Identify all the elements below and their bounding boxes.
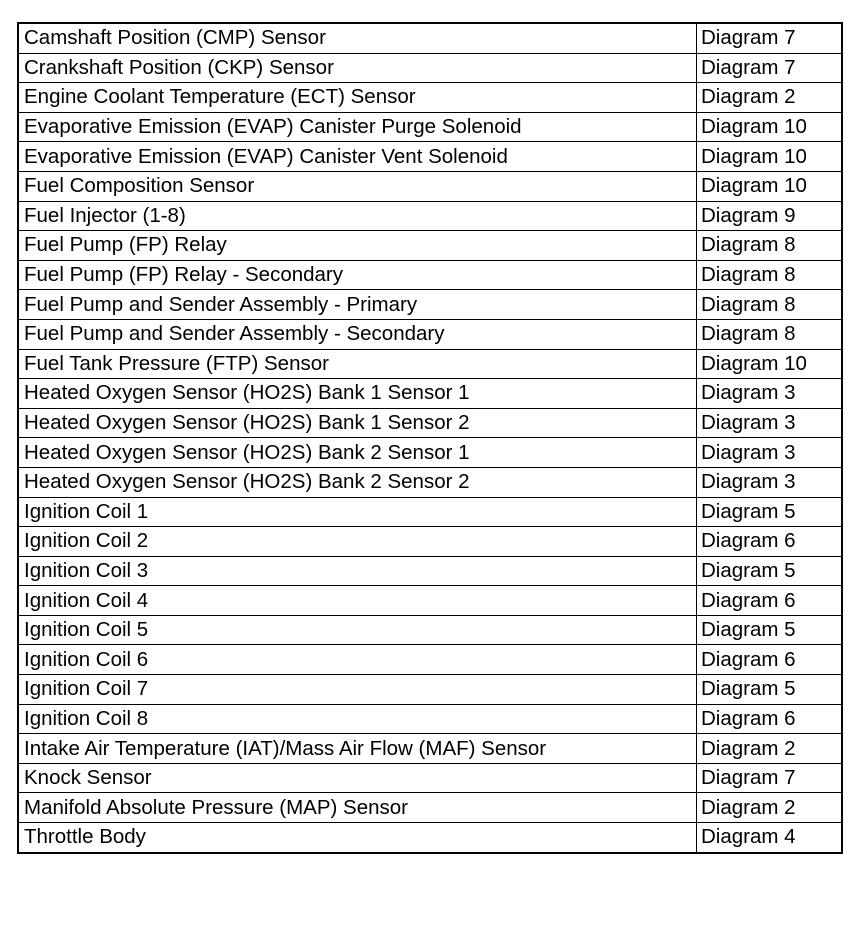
diagram-cell: Diagram 10 <box>697 142 843 172</box>
diagram-cell: Diagram 10 <box>697 171 843 201</box>
component-cell: Camshaft Position (CMP) Sensor <box>18 23 697 53</box>
component-cell: Crankshaft Position (CKP) Sensor <box>18 53 697 83</box>
diagram-cell: Diagram 6 <box>697 704 843 734</box>
component-cell: Fuel Pump and Sender Assembly - Primary <box>18 290 697 320</box>
table-row <box>18 379 842 409</box>
component-cell: Heated Oxygen Sensor (HO2S) Bank 1 Sensor 1 <box>18 379 697 409</box>
table-row <box>18 319 842 349</box>
table-row <box>18 615 842 645</box>
diagram-cell: Diagram 7 <box>697 53 843 83</box>
table-row <box>18 171 842 201</box>
table-row <box>18 231 842 261</box>
diagram-cell: Diagram 7 <box>697 23 843 53</box>
table-row <box>18 438 842 468</box>
diagram-cell: Diagram 3 <box>697 438 843 468</box>
component-cell: Ignition Coil 6 <box>18 645 697 675</box>
table-row <box>18 823 842 853</box>
diagram-cell: Diagram 10 <box>697 349 843 379</box>
diagram-cell: Diagram 9 <box>697 201 843 231</box>
table-row <box>18 23 842 53</box>
table-row <box>18 142 842 172</box>
diagram-cell: Diagram 3 <box>697 408 843 438</box>
component-cell: Ignition Coil 2 <box>18 527 697 557</box>
table-row <box>18 704 842 734</box>
component-cell: Engine Coolant Temperature (ECT) Sensor <box>18 83 697 113</box>
table-row <box>18 53 842 83</box>
table-row <box>18 260 842 290</box>
diagram-cell: Diagram 6 <box>697 586 843 616</box>
component-cell: Fuel Tank Pressure (FTP) Sensor <box>18 349 697 379</box>
table-row <box>18 349 842 379</box>
diagram-cell: Diagram 10 <box>697 112 843 142</box>
table-row <box>18 763 842 793</box>
table-row <box>18 83 842 113</box>
component-cell: Ignition Coil 7 <box>18 675 697 705</box>
table-row <box>18 793 842 823</box>
diagram-cell: Diagram 5 <box>697 675 843 705</box>
diagram-cell: Diagram 5 <box>697 497 843 527</box>
diagram-cell: Diagram 4 <box>697 823 843 853</box>
component-cell: Heated Oxygen Sensor (HO2S) Bank 2 Sensor 2 <box>18 467 697 497</box>
table-row <box>18 645 842 675</box>
component-cell: Ignition Coil 8 <box>18 704 697 734</box>
component-diagram-table <box>17 22 843 854</box>
diagram-cell: Diagram 8 <box>697 319 843 349</box>
component-cell: Knock Sensor <box>18 763 697 793</box>
component-cell: Manifold Absolute Pressure (MAP) Sensor <box>18 793 697 823</box>
diagram-cell: Diagram 5 <box>697 556 843 586</box>
table-row <box>18 556 842 586</box>
component-cell: Ignition Coil 1 <box>18 497 697 527</box>
component-cell: Evaporative Emission (EVAP) Canister Vent Solenoid <box>18 142 697 172</box>
table-row <box>18 290 842 320</box>
diagram-cell: Diagram 2 <box>697 734 843 764</box>
diagram-cell: Diagram 5 <box>697 615 843 645</box>
component-cell: Ignition Coil 4 <box>18 586 697 616</box>
component-cell: Ignition Coil 5 <box>18 615 697 645</box>
table-row <box>18 586 842 616</box>
table-row <box>18 201 842 231</box>
component-cell: Evaporative Emission (EVAP) Canister Purge Solenoid <box>18 112 697 142</box>
component-cell: Fuel Composition Sensor <box>18 171 697 201</box>
table-row <box>18 527 842 557</box>
diagram-cell: Diagram 7 <box>697 763 843 793</box>
component-cell: Heated Oxygen Sensor (HO2S) Bank 1 Sensor 2 <box>18 408 697 438</box>
table-row <box>18 408 842 438</box>
diagram-cell: Diagram 3 <box>697 379 843 409</box>
component-cell: Heated Oxygen Sensor (HO2S) Bank 2 Sensor 1 <box>18 438 697 468</box>
diagram-cell: Diagram 6 <box>697 645 843 675</box>
diagram-cell: Diagram 2 <box>697 83 843 113</box>
table-row <box>18 734 842 764</box>
component-cell: Intake Air Temperature (IAT)/Mass Air Flow (MAF) Sensor <box>18 734 697 764</box>
component-cell: Fuel Pump (FP) Relay - Secondary <box>18 260 697 290</box>
diagram-cell: Diagram 2 <box>697 793 843 823</box>
diagram-cell: Diagram 8 <box>697 231 843 261</box>
diagram-cell: Diagram 8 <box>697 260 843 290</box>
table-row <box>18 675 842 705</box>
diagram-cell: Diagram 6 <box>697 527 843 557</box>
component-cell: Ignition Coil 3 <box>18 556 697 586</box>
diagram-cell: Diagram 8 <box>697 290 843 320</box>
table-row <box>18 497 842 527</box>
component-cell: Throttle Body <box>18 823 697 853</box>
table-row <box>18 467 842 497</box>
component-cell: Fuel Injector (1-8) <box>18 201 697 231</box>
table-row <box>18 112 842 142</box>
component-cell: Fuel Pump (FP) Relay <box>18 231 697 261</box>
component-cell: Fuel Pump and Sender Assembly - Secondary <box>18 319 697 349</box>
diagram-cell: Diagram 3 <box>697 467 843 497</box>
